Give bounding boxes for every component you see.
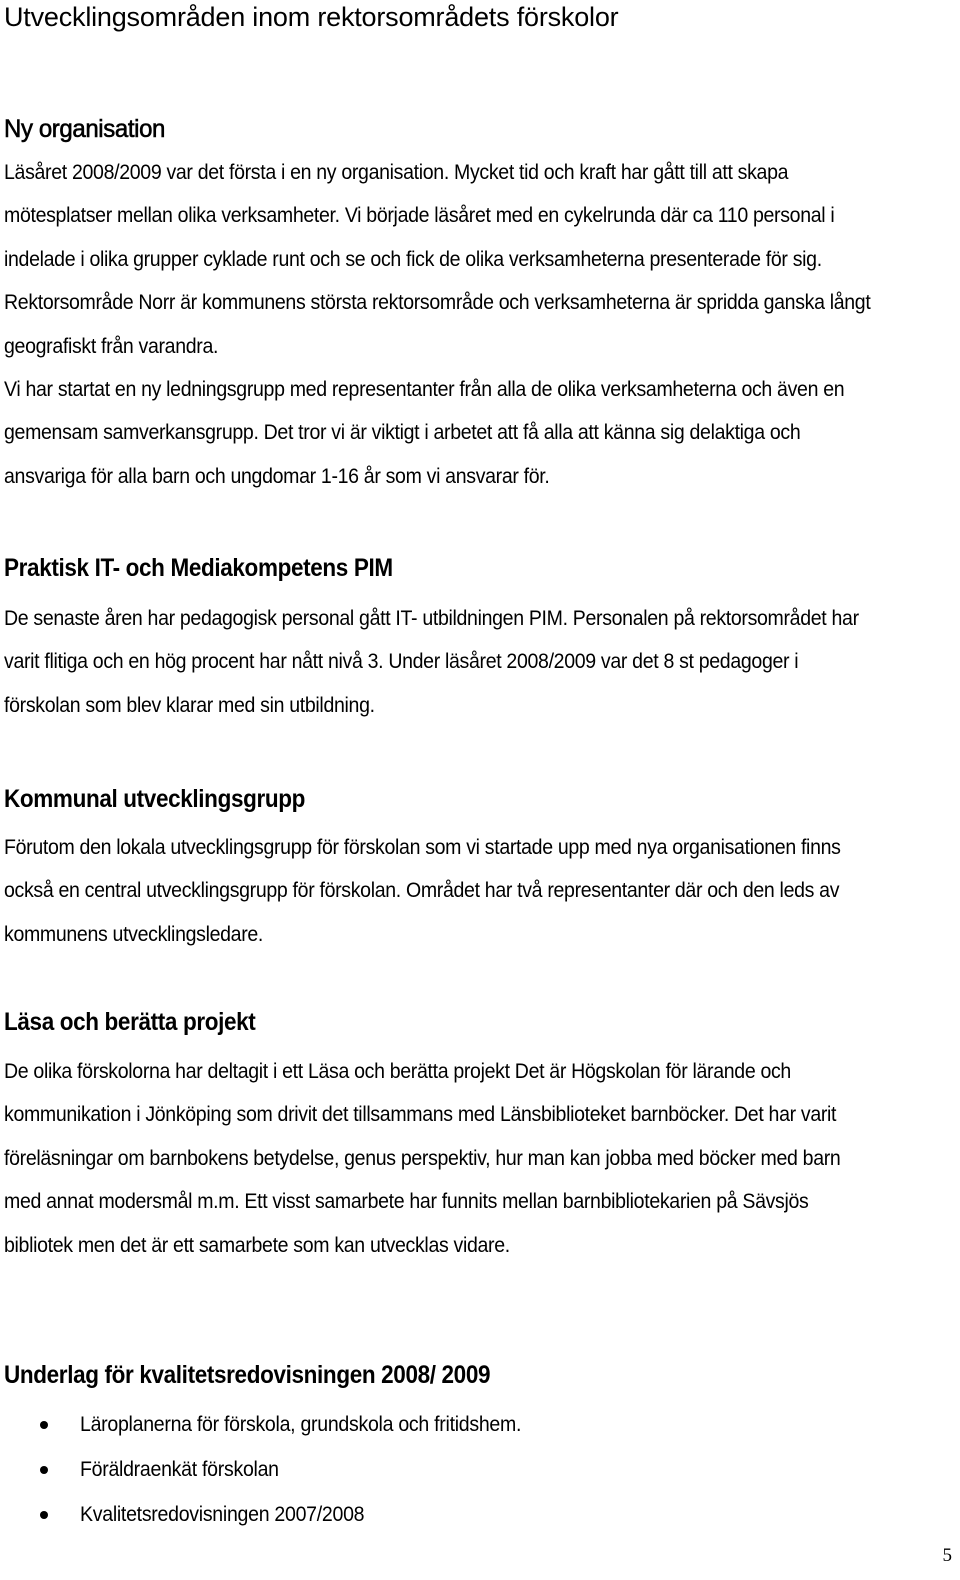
section-ny-organisation (4, 112, 954, 498)
paragraph-line: geografiskt från varandra. (4, 334, 219, 358)
section-paragraph (4, 151, 888, 498)
paragraph-line: gemensam samverkansgrupp. Det tror vi är viktigt i arbetet att få alla att känna sig delaktiga och (4, 421, 801, 445)
page-number: 5 (942, 1545, 952, 1566)
list-item (4, 1402, 954, 1447)
section-heading: Underlag för kvalitetsredovisningen 2008/ 2009 (4, 1361, 491, 1389)
bullet-icon (40, 1511, 48, 1519)
paragraph-line: med annat modersmål m.m. Ett visst samarbete har funnits mellan barnbibliotekarien på Sävsjös (4, 1190, 809, 1214)
list-item (4, 1492, 954, 1537)
paragraph-line: kommunikation i Jönköping som drivit det tillsammans med Länsbiblioteket barnböcker. Det har varit (4, 1103, 837, 1127)
paragraph-line: Rektorsområde Norr är kommunens största rektorsområde och verksamheterna är spridda ganska långt (4, 291, 871, 315)
list-item-text: Läroplanerna för förskola, grundskola och fritidshem. (80, 1413, 522, 1436)
section-pim (4, 551, 954, 727)
paragraph-line: varit flitiga och en hög procent har nått nivå 3. Under läsåret 2008/2009 var det 8 st pedagoger i (4, 650, 799, 674)
paragraph-line: Förutom den lokala utvecklingsgrupp för förskolan som vi startade upp med nya organisationen finns (4, 836, 841, 859)
section-heading: Kommunal utvecklingsgrupp (4, 785, 306, 813)
paragraph-line: Läsåret 2008/2009 var det första i en ny organisation. Mycket tid och kraft har gått till att skapa (4, 161, 789, 184)
section-heading: Läsa och berätta projekt (4, 1008, 256, 1036)
paragraph-line: också en central utvecklingsgrupp för förskolan. Området har två representanter där och den leds av (4, 879, 840, 903)
paragraph-line: mötesplatser mellan olika verksamheter. Vi började läsåret med en cykelrunda där ca 110 personal i (4, 204, 835, 228)
paragraph-line: De senaste åren har pedagogisk personal gått IT- utbildningen PIM. Personalen på rektorsområdet har (4, 607, 859, 630)
list-item (4, 1447, 954, 1492)
section-kommunal-utvecklingsgrupp (4, 782, 954, 956)
paragraph-line: ansvariga för alla barn och ungdomar 1-16 år som vi ansvarar för. (4, 464, 550, 488)
list-item-text: Kvalitetsredovisningen 2007/2008 (80, 1503, 365, 1526)
list-item-text: Föräldraenkät förskolan (80, 1458, 279, 1481)
section-paragraph (4, 597, 888, 727)
section-paragraph (4, 1050, 888, 1267)
bullet-icon (40, 1421, 48, 1429)
paragraph-line: kommunens utvecklingsledare. (4, 922, 264, 946)
paragraph-line: De olika förskolorna har deltagit i ett Läsa och berätta projekt Det är Högskolan för lärande och (4, 1060, 791, 1083)
paragraph-line: föreläsningar om barnbokens betydelse, genus perspektiv, hur man kan jobba med böcker med barn (4, 1146, 841, 1170)
bullet-list (4, 1402, 954, 1537)
paragraph-line: indelade i olika grupper cyklade runt och se och fick de olika verksamheterna presenterade för sig. (4, 247, 822, 271)
section-heading: Praktisk IT- och Mediakompetens PIM (4, 554, 393, 582)
section-lasa-och-beratta (4, 1005, 954, 1267)
paragraph-line: bibliotek men det är ett samarbete som kan utvecklas vidare. (4, 1233, 510, 1257)
paragraph-line: Vi har startat en ny ledningsgrupp med representanter från alla de olika verksamheterna och även en (4, 378, 845, 402)
section-paragraph (4, 826, 888, 956)
section-heading: Ny organisation (4, 115, 166, 143)
document-title: Utvecklingsområden inom rektorsområdets förskolor (4, 2, 619, 32)
bullet-icon (40, 1466, 48, 1474)
section-underlag (4, 1358, 954, 1537)
paragraph-line: förskolan som blev klarar med sin utbildning. (4, 693, 375, 717)
